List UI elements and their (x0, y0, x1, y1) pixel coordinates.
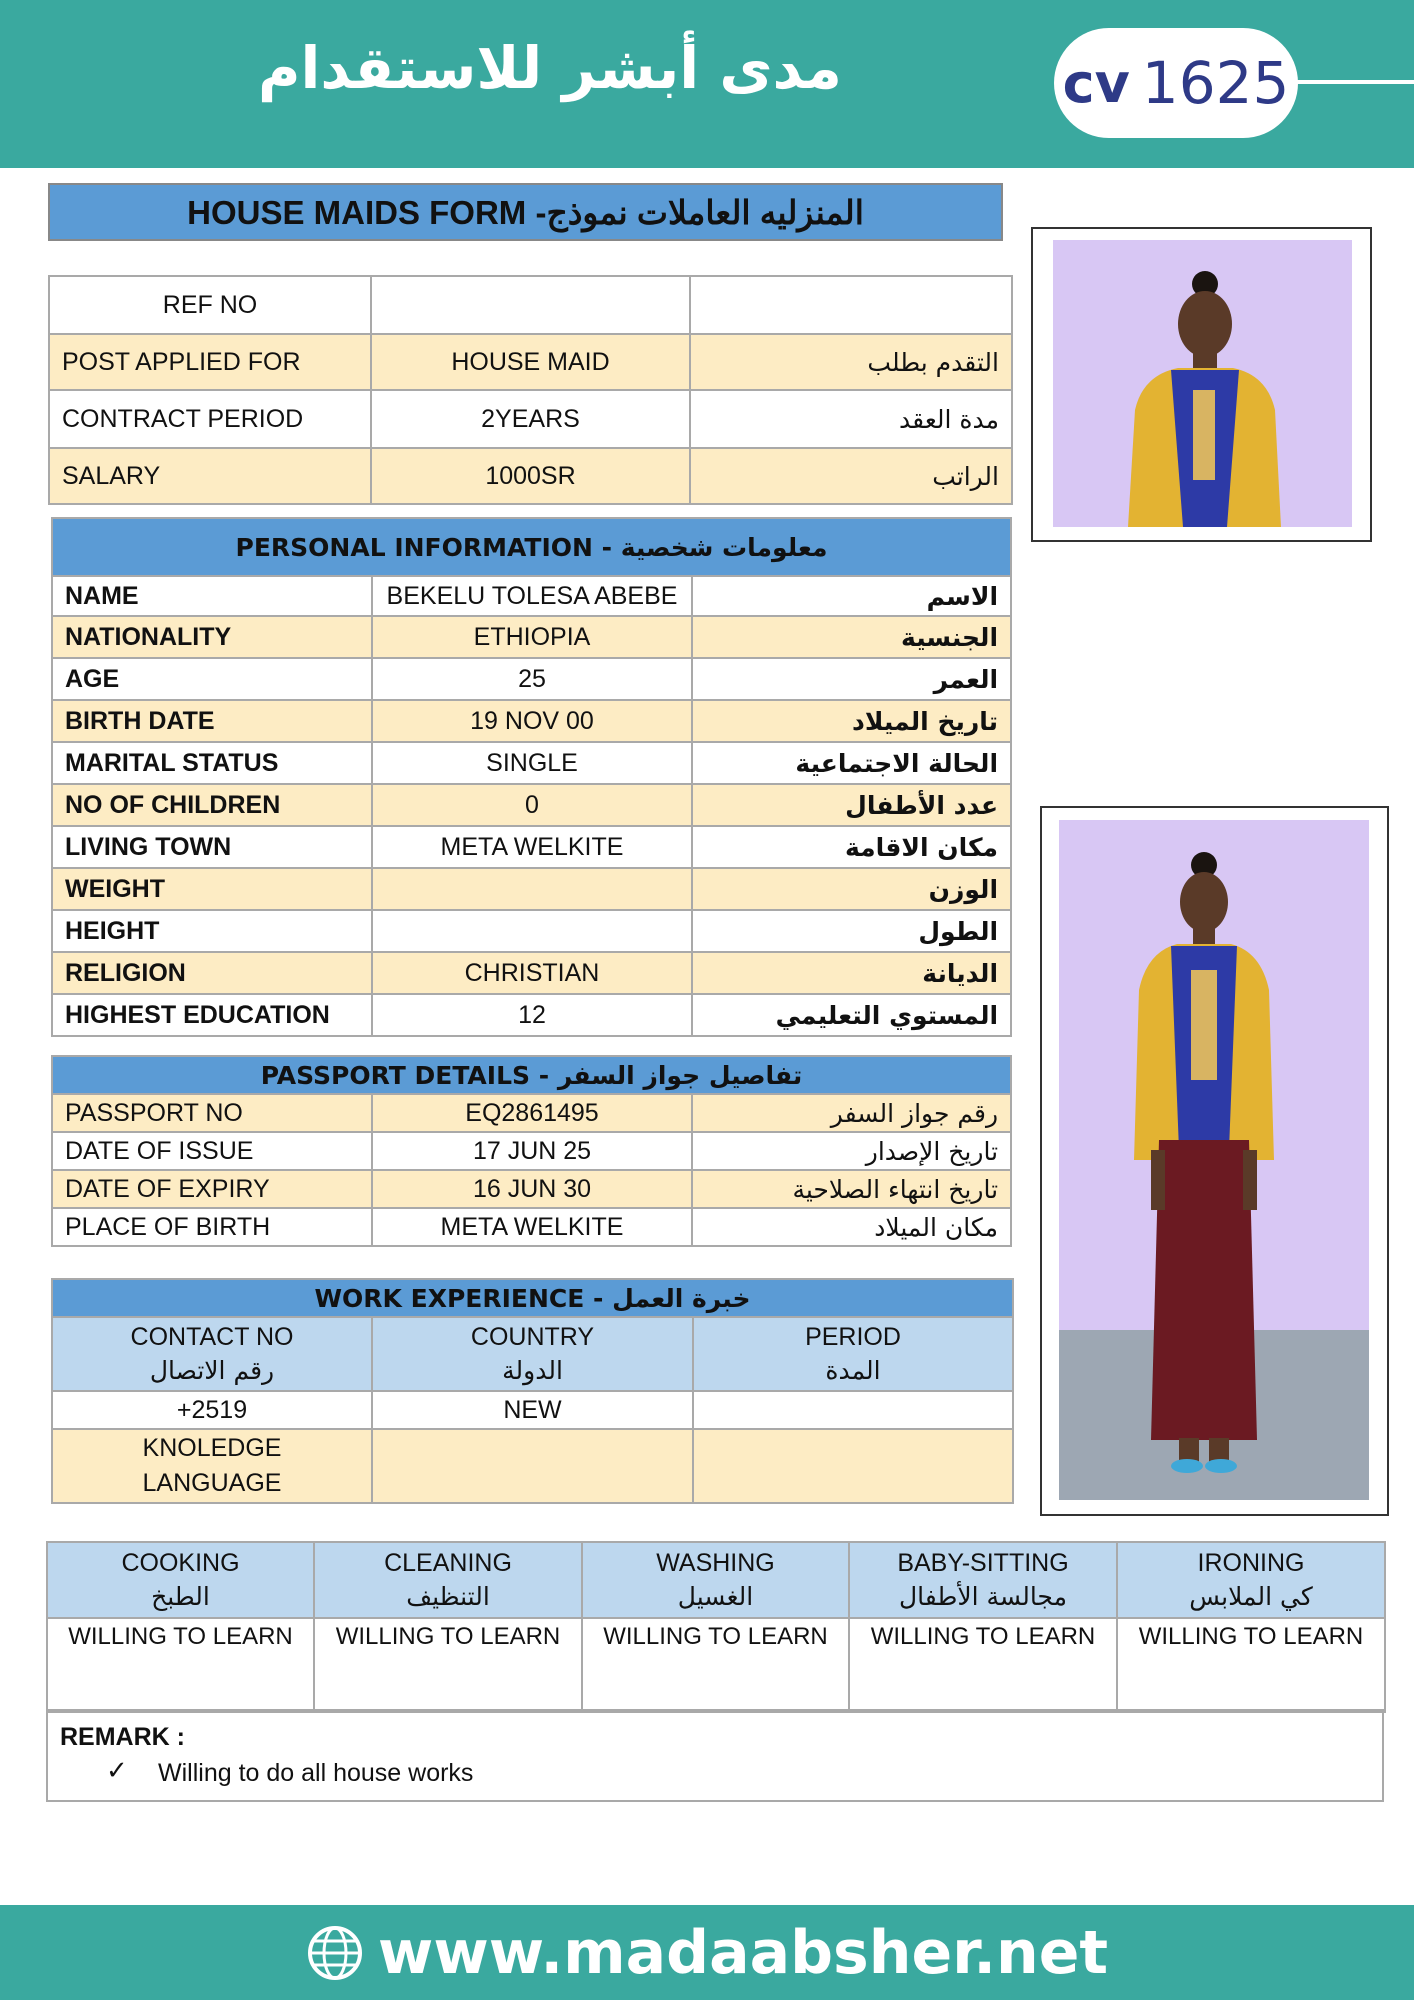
table-row (52, 700, 1011, 742)
knowledge-language-label: KNOLEDGE LANGUAGE (52, 1429, 372, 1503)
ref-no-label: REF NO (49, 276, 371, 334)
table-row (52, 1429, 1013, 1503)
row-label-ar: تاريخ انتهاء الصلاحية (692, 1170, 1011, 1208)
skill-level: WILLING TO LEARN (314, 1618, 582, 1712)
row-label: HEIGHT (52, 910, 372, 952)
row-value: META WELKITE (372, 826, 692, 868)
job-table (48, 275, 1013, 505)
table-row (49, 448, 1012, 504)
row-label: HIGHEST EDUCATION (52, 994, 372, 1036)
row-label-ar: تاريخ الميلاد (692, 700, 1011, 742)
row-label-ar: الراتب (690, 448, 1012, 504)
row-value: SINGLE (372, 742, 692, 784)
table-row (52, 868, 1011, 910)
table-row (52, 1132, 1011, 1170)
row-label-ar: مدة العقد (690, 390, 1012, 448)
row-label: PASSPORT NO (52, 1094, 372, 1132)
row-label-ar: تاريخ الإصدار (692, 1132, 1011, 1170)
footer-bar (0, 1905, 1414, 2000)
table-row (52, 658, 1011, 700)
portrait-photo (1031, 227, 1372, 542)
row-label-ar: رقم جواز السفر (692, 1094, 1011, 1132)
form-title: HOUSE MAIDS FORM -المنزليه العاملات نموذج (48, 183, 1003, 241)
remark-box (46, 1709, 1384, 1802)
table-row (52, 1208, 1011, 1246)
row-value: 25 (372, 658, 692, 700)
table-row (52, 1094, 1011, 1132)
row-value: 1000SR (371, 448, 690, 504)
row-value: 2YEARS (371, 390, 690, 448)
row-label: NATIONALITY (52, 616, 372, 658)
row-label: MARITAL STATUS (52, 742, 372, 784)
cv-number-badge (1054, 28, 1298, 138)
row-label-ar: مكان الميلاد (692, 1208, 1011, 1246)
row-label-ar: مكان الاقامة (692, 826, 1011, 868)
row-label-ar: الوزن (692, 868, 1011, 910)
contact-no: +2519 (52, 1391, 372, 1429)
row-value: 19 NOV 00 (372, 700, 692, 742)
table-row (49, 390, 1012, 448)
table-row (52, 1391, 1013, 1429)
row-value (372, 910, 692, 952)
table-row (52, 910, 1011, 952)
table-row (52, 576, 1011, 616)
check-icon: ✓ (106, 1755, 128, 1785)
agency-name: مدى أبشر للاستقدام (258, 34, 842, 102)
row-label: POST APPLIED FOR (49, 334, 371, 390)
country: NEW (372, 1391, 693, 1429)
table-row (52, 826, 1011, 868)
row-label-ar: الاسم (692, 576, 1011, 616)
row-label: CONTRACT PERIOD (49, 390, 371, 448)
ref-no-value (371, 276, 690, 334)
globe-icon (306, 1924, 364, 1982)
row-value: EQ2861495 (372, 1094, 692, 1132)
row-value: 12 (372, 994, 692, 1036)
skill-level: WILLING TO LEARN (849, 1618, 1117, 1712)
table-row (52, 784, 1011, 826)
row-value: 17 JUN 25 (372, 1132, 692, 1170)
row-value: CHRISTIAN (372, 952, 692, 994)
table-row (52, 994, 1011, 1036)
column-header: COUNTRY الدولة (372, 1317, 693, 1391)
skill-header: WASHING الغسيل (582, 1542, 849, 1618)
row-value: ETHIOPIA (372, 616, 692, 658)
skill-header: CLEANING التنظيف (314, 1542, 582, 1618)
passport-heading: PASSPORT DETAILS - تفاصيل جواز السفر (52, 1056, 1011, 1094)
work-experience-heading: WORK EXPERIENCE - خبرة العمل (52, 1279, 1013, 1317)
skill-level: WILLING TO LEARN (47, 1618, 314, 1712)
row-value (372, 868, 692, 910)
row-label-ar: المستوي التعليمي (692, 994, 1011, 1036)
row-label: NAME (52, 576, 372, 616)
portrait-figure (1053, 240, 1352, 527)
empty-cell (372, 1429, 693, 1503)
row-label: WEIGHT (52, 868, 372, 910)
skills-table (46, 1541, 1386, 1713)
row-label: SALARY (49, 448, 371, 504)
row-label-ar: التقدم بطلب (690, 334, 1012, 390)
skill-level: WILLING TO LEARN (582, 1618, 849, 1712)
row-value: 16 JUN 30 (372, 1170, 692, 1208)
row-label: PLACE OF BIRTH (52, 1208, 372, 1246)
skill-header: COOKING الطبخ (47, 1542, 314, 1618)
row-label: DATE OF ISSUE (52, 1132, 372, 1170)
row-label-ar: الحالة الاجتماعية (692, 742, 1011, 784)
row-label-ar: الطول (692, 910, 1011, 952)
table-row (49, 334, 1012, 390)
table-row (52, 742, 1011, 784)
full-body-figure (1059, 820, 1369, 1500)
table-row (52, 952, 1011, 994)
full-body-photo (1040, 806, 1389, 1516)
cv-number: 1625 (1141, 49, 1290, 117)
row-value: BEKELU TOLESA ABEBE (372, 576, 692, 616)
table-row (52, 616, 1011, 658)
passport-table (51, 1055, 1012, 1247)
column-header: PERIOD المدة (693, 1317, 1013, 1391)
work-experience-table (51, 1278, 1014, 1504)
row-label-ar: الجنسية (692, 616, 1011, 658)
remark-label: REMARK : (60, 1723, 185, 1751)
row-value: 0 (372, 784, 692, 826)
row-label: RELIGION (52, 952, 372, 994)
row-label: BIRTH DATE (52, 700, 372, 742)
remark-text: Willing to do all house works (158, 1759, 474, 1787)
row-label: LIVING TOWN (52, 826, 372, 868)
column-header: CONTACT NO رقم الاتصال (52, 1317, 372, 1391)
personal-info-heading: PERSONAL INFORMATION - معلومات شخصية (52, 518, 1011, 576)
row-value: META WELKITE (372, 1208, 692, 1246)
row-label-ar: الديانة (692, 952, 1011, 994)
empty-cell (693, 1429, 1013, 1503)
row-label-ar: العمر (692, 658, 1011, 700)
skill-level: WILLING TO LEARN (1117, 1618, 1385, 1712)
personal-info-table (51, 517, 1012, 1037)
skill-header: BABY-SITTING مجالسة الأطفال (849, 1542, 1117, 1618)
ref-no-ar (690, 276, 1012, 334)
table-row (52, 1170, 1011, 1208)
row-label: NO OF CHILDREN (52, 784, 372, 826)
skill-header: IRONING كي الملابس (1117, 1542, 1385, 1618)
row-label-ar: عدد الأطفال (692, 784, 1011, 826)
row-label: DATE OF EXPIRY (52, 1170, 372, 1208)
row-label: AGE (52, 658, 372, 700)
cv-prefix: cv (1062, 51, 1130, 115)
row-value: HOUSE MAID (371, 334, 690, 390)
website-link[interactable]: www.madaabsher.net (377, 1917, 1109, 1988)
period (693, 1391, 1013, 1429)
